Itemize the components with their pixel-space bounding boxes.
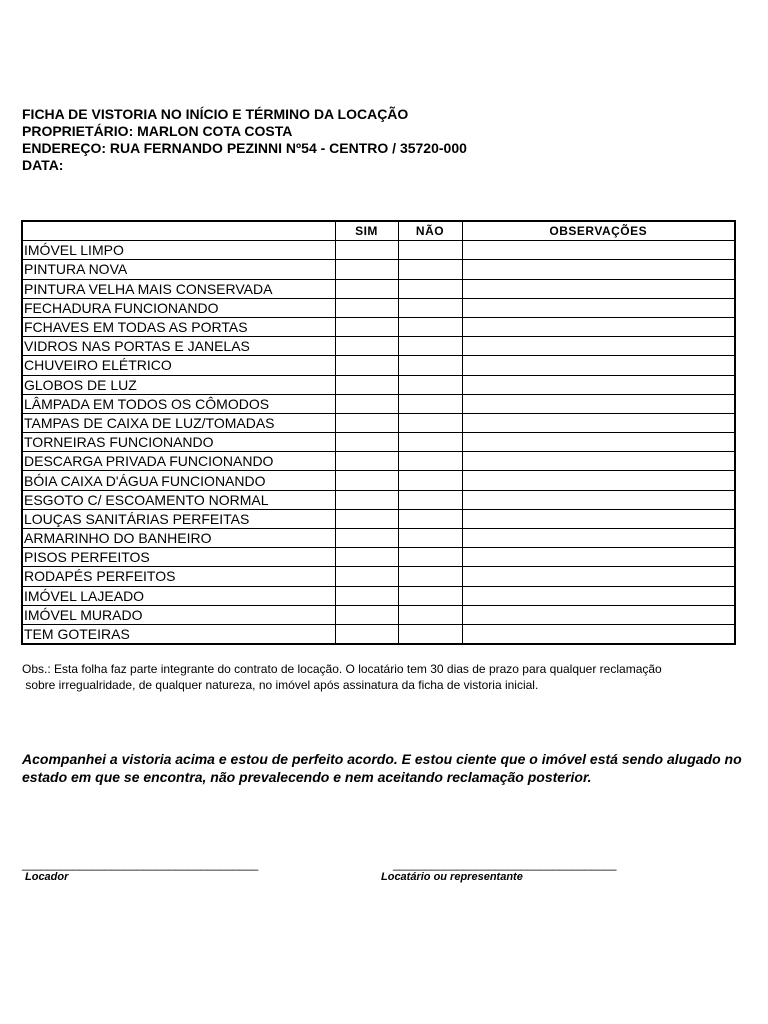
observacoes-cell[interactable] bbox=[462, 509, 735, 528]
nao-cell[interactable] bbox=[398, 509, 462, 528]
table-row bbox=[22, 413, 735, 432]
observacoes-cell[interactable] bbox=[462, 375, 735, 394]
sim-cell[interactable] bbox=[335, 298, 398, 317]
nao-cell[interactable] bbox=[398, 375, 462, 394]
table-row bbox=[22, 471, 735, 490]
observacoes-cell[interactable] bbox=[462, 567, 735, 586]
observacoes-cell[interactable] bbox=[462, 433, 735, 452]
nao-cell[interactable] bbox=[398, 452, 462, 471]
observacoes-cell[interactable] bbox=[462, 394, 735, 413]
column-header-nao: NÃO bbox=[398, 221, 462, 241]
sim-cell[interactable] bbox=[335, 260, 398, 279]
sim-cell[interactable] bbox=[335, 586, 398, 605]
column-header-observacoes: OBSERVAÇÕES bbox=[462, 221, 735, 241]
nao-cell[interactable] bbox=[398, 241, 462, 260]
nao-cell[interactable] bbox=[398, 548, 462, 567]
observacoes-cell[interactable] bbox=[462, 413, 735, 432]
nao-cell[interactable] bbox=[398, 471, 462, 490]
nao-cell[interactable] bbox=[398, 260, 462, 279]
sim-cell[interactable] bbox=[335, 452, 398, 471]
checklist-item-label: FCHAVES EM TODAS AS PORTAS bbox=[22, 317, 335, 336]
checklist-item-label: ARMARINHO DO BANHEIRO bbox=[22, 529, 335, 548]
observacoes-cell[interactable] bbox=[462, 279, 735, 298]
observacoes-cell[interactable] bbox=[462, 471, 735, 490]
checklist-item-label: TAMPAS DE CAIXA DE LUZ/TOMADAS bbox=[22, 413, 335, 432]
table-row bbox=[22, 586, 735, 605]
document-header bbox=[22, 106, 467, 174]
table-row bbox=[22, 260, 735, 279]
table-row bbox=[22, 241, 735, 260]
sim-cell[interactable] bbox=[335, 529, 398, 548]
address-line: ENDEREÇO: RUA FERNANDO PEZINNI Nº54 - CENTRO / 35720-000 bbox=[22, 140, 467, 156]
sim-cell[interactable] bbox=[335, 490, 398, 509]
owner-line: PROPRIETÁRIO: MARLON COTA COSTA bbox=[22, 123, 293, 139]
table-row bbox=[22, 567, 735, 586]
observacoes-cell[interactable] bbox=[462, 548, 735, 567]
table-row bbox=[22, 529, 735, 548]
sim-cell[interactable] bbox=[335, 241, 398, 260]
sim-cell[interactable] bbox=[335, 433, 398, 452]
sim-cell[interactable] bbox=[335, 509, 398, 528]
checklist-item-label: PINTURA VELHA MAIS CONSERVADA bbox=[22, 279, 335, 298]
nao-cell[interactable] bbox=[398, 433, 462, 452]
landlord-signature-line: _____________________________________ bbox=[22, 857, 258, 871]
observacoes-cell[interactable] bbox=[462, 241, 735, 260]
checklist-item-label: LÂMPADA EM TODOS OS CÔMODOS bbox=[22, 394, 335, 413]
observacoes-cell[interactable] bbox=[462, 586, 735, 605]
table-row bbox=[22, 605, 735, 624]
checklist-item-label: VIDROS NAS PORTAS E JANELAS bbox=[22, 337, 335, 356]
checklist-item-label: TORNEIRAS FUNCIONANDO bbox=[22, 433, 335, 452]
table-row bbox=[22, 433, 735, 452]
nao-cell[interactable] bbox=[398, 605, 462, 624]
sim-cell[interactable] bbox=[335, 317, 398, 336]
sim-cell[interactable] bbox=[335, 375, 398, 394]
table-row bbox=[22, 317, 735, 336]
observacoes-cell[interactable] bbox=[462, 624, 735, 644]
column-header-sim: SIM bbox=[335, 221, 398, 241]
observation-note-line-2: sobre irregualridade, de qualquer natureza, no imóvel após assinatura da ficha de vistoria inicial. bbox=[22, 678, 539, 692]
table-header-row bbox=[22, 221, 735, 241]
date-line: DATA: bbox=[22, 157, 64, 173]
sim-cell[interactable] bbox=[335, 279, 398, 298]
table-body bbox=[22, 241, 735, 644]
nao-cell[interactable] bbox=[398, 490, 462, 509]
nao-cell[interactable] bbox=[398, 356, 462, 375]
checklist-item-label: IMÓVEL LAJEADO bbox=[22, 586, 335, 605]
nao-cell[interactable] bbox=[398, 567, 462, 586]
observacoes-cell[interactable] bbox=[462, 337, 735, 356]
observacoes-cell[interactable] bbox=[462, 298, 735, 317]
checklist-item-label: CHUVEIRO ELÉTRICO bbox=[22, 356, 335, 375]
observacoes-cell[interactable] bbox=[462, 605, 735, 624]
observacoes-cell[interactable] bbox=[462, 452, 735, 471]
table-row bbox=[22, 490, 735, 509]
nao-cell[interactable] bbox=[398, 298, 462, 317]
checklist-item-label: DESCARGA PRIVADA FUNCIONANDO bbox=[22, 452, 335, 471]
observacoes-cell[interactable] bbox=[462, 317, 735, 336]
observation-note-line-1: Obs.: Esta folha faz parte integrante do contrato de locação. O locatário tem 30 dias de prazo para qualquer reclamação bbox=[22, 662, 662, 676]
observacoes-cell[interactable] bbox=[462, 490, 735, 509]
table-row bbox=[22, 298, 735, 317]
table-row bbox=[22, 356, 735, 375]
checklist-item-label: TEM GOTEIRAS bbox=[22, 624, 335, 644]
table-row bbox=[22, 279, 735, 298]
nao-cell[interactable] bbox=[398, 317, 462, 336]
observacoes-cell[interactable] bbox=[462, 260, 735, 279]
table-row bbox=[22, 452, 735, 471]
checklist-item-label: PISOS PERFEITOS bbox=[22, 548, 335, 567]
landlord-signature-label: Locador bbox=[25, 871, 69, 883]
sim-cell[interactable] bbox=[335, 337, 398, 356]
nao-cell[interactable] bbox=[398, 337, 462, 356]
checklist-item-label: ESGOTO C/ ESCOAMENTO NORMAL bbox=[22, 490, 335, 509]
table-row bbox=[22, 548, 735, 567]
observation-note bbox=[22, 661, 752, 693]
checklist-item-label: GLOBOS DE LUZ bbox=[22, 375, 335, 394]
nao-cell[interactable] bbox=[398, 529, 462, 548]
table-row bbox=[22, 337, 735, 356]
observacoes-cell[interactable] bbox=[462, 356, 735, 375]
sim-cell[interactable] bbox=[335, 605, 398, 624]
tenant-signature-line: ___________________________________ bbox=[393, 857, 617, 871]
sim-cell[interactable] bbox=[335, 624, 398, 644]
nao-cell[interactable] bbox=[398, 279, 462, 298]
document-title: FICHA DE VISTORIA NO INÍCIO E TÉRMINO DA LOCAÇÃO bbox=[22, 106, 409, 122]
checklist-item-label: IMÓVEL LIMPO bbox=[22, 241, 335, 260]
checklist-item-label: LOUÇAS SANITÁRIAS PERFEITAS bbox=[22, 509, 335, 528]
sim-cell[interactable] bbox=[335, 356, 398, 375]
checklist-item-label: FECHADURA FUNCIONANDO bbox=[22, 298, 335, 317]
nao-cell[interactable] bbox=[398, 586, 462, 605]
agreement-statement: Acompanhei a vistoria acima e estou de perfeito acordo. E estou ciente que o imóvel está sendo alugado no estado em que se encontra, não prevalecendo e nem aceitando reclamação posterior. bbox=[22, 751, 742, 785]
inspection-table bbox=[21, 220, 736, 645]
table-row bbox=[22, 509, 735, 528]
observacoes-cell[interactable] bbox=[462, 529, 735, 548]
nao-cell[interactable] bbox=[398, 624, 462, 644]
sim-cell[interactable] bbox=[335, 413, 398, 432]
table-row bbox=[22, 624, 735, 644]
sim-cell[interactable] bbox=[335, 567, 398, 586]
table-row bbox=[22, 375, 735, 394]
checklist-item-label: IMÓVEL MURADO bbox=[22, 605, 335, 624]
column-header-item bbox=[22, 221, 335, 241]
checklist-item-label: BÓIA CAIXA D'ÁGUA FUNCIONANDO bbox=[22, 471, 335, 490]
sim-cell[interactable] bbox=[335, 548, 398, 567]
checklist-item-label: RODAPÉS PERFEITOS bbox=[22, 567, 335, 586]
tenant-signature-label: Locatário ou representante bbox=[381, 871, 523, 883]
nao-cell[interactable] bbox=[398, 394, 462, 413]
table-row bbox=[22, 394, 735, 413]
nao-cell[interactable] bbox=[398, 413, 462, 432]
sim-cell[interactable] bbox=[335, 471, 398, 490]
sim-cell[interactable] bbox=[335, 394, 398, 413]
checklist-item-label: PINTURA NOVA bbox=[22, 260, 335, 279]
